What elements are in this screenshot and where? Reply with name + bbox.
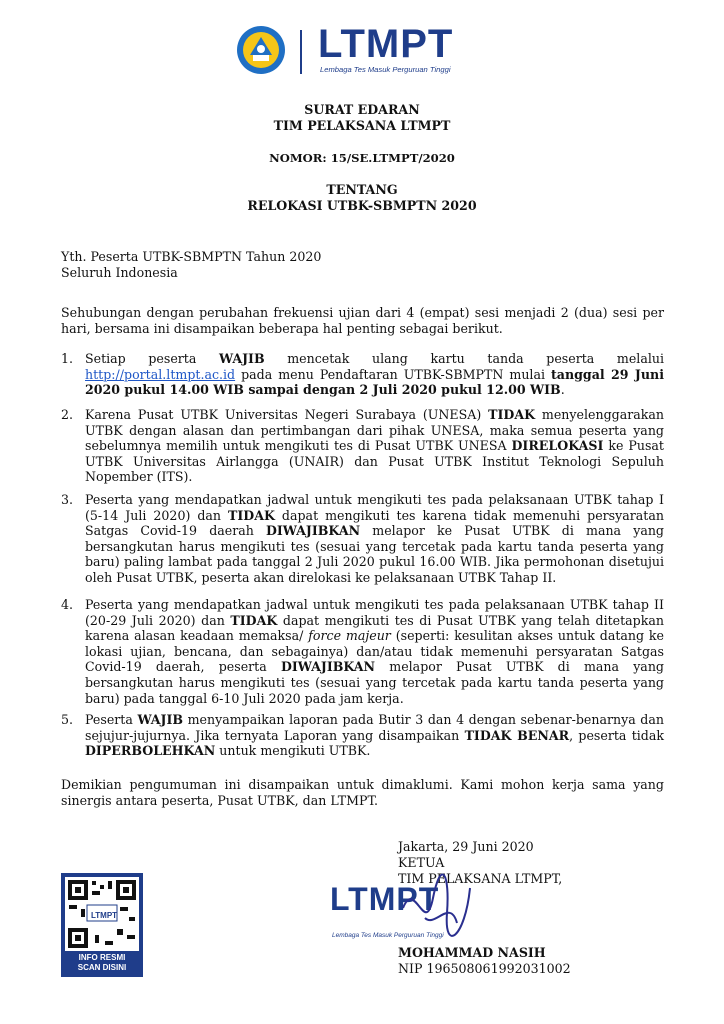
ltmpt-logo-text: LTMPT <box>318 22 454 66</box>
logo-divider <box>300 30 302 74</box>
qr-caption-line1: INFO RESMI <box>78 953 126 962</box>
list-text: Karena Pusat UTBK Universitas Negeri Surabaya (UNESA) TIDAK menyelenggarakan UTBK dengan alasan dan pertimbangan dari pihak UNESA, maka semua peserta yang sebelumnya memilih untuk mengikuti tes di Pusat UTBK UNESA DIRELOKASI ke Pusat UTBK Universitas Airlangga (UNAIR) dan Pusat UTBK Institut Teknologi Sepuluh Nopember (ITS). <box>85 407 664 485</box>
qr-logo-text: LTMPT <box>91 911 118 920</box>
list-number: 4. <box>61 597 74 612</box>
doc-title-line1: SURAT EDARAN <box>304 102 420 117</box>
list-text: Peserta yang mendapatkan jadwal untuk mengikuti tes pada pelaksanaan UTBK tahap I (5-14 Juli 2020) dan TIDAK dapat mengikuti tes karena tidak memenuhi persyaratan Satgas Covid-19 daerah DIWAJIBKAN melapor ke Pusat UTBK di mana yang bersangkutan harus mengikuti tes (sesuai yang tercetak pada kartu tanda peserta yang baru) paling lambat pada tanggal 2 Juli 2020 pukul 16.00 WIB. Jika permohonan disetujui oleh Pusat UTBK, peserta akan direlokasi ke pelaksanaan UTBK Tahap II. <box>85 492 664 585</box>
portal-link[interactable]: http://portal.ltmpt.ac.id <box>85 366 236 382</box>
recipient-line2: Seluruh Indonesia <box>61 265 178 280</box>
signatory-nip: NIP 196508061992031002 <box>398 961 571 976</box>
list-number: 1. <box>61 351 74 366</box>
signatory-name: MOHAMMAD NASIH <box>398 945 546 960</box>
doc-about-subject: RELOKASI UTBK-SBMPTN 2020 <box>247 198 477 213</box>
signature-org: TIM PELAKSANA LTMPT, <box>398 871 563 886</box>
list-number: 5. <box>61 712 74 727</box>
list-text: Peserta yang mendapatkan jadwal untuk mengikuti tes pada pelaksanaan UTBK tahap II (20-29 Juli 2020) dan TIDAK dapat mengikuti tes di Pusat UTBK yang telah ditetapkan karena alasan keadaan memaksa/ force majeur (seperti: kesulitan akses untuk datang ke lokasi ujian, bencana, dan sebagainya) dan/atau tidak memenuhi persyaratan Satgas Covid-19 daerah, peserta DIWAJIBKAN melapor Pusat UTBK di mana yang bersangkutan harus mengikuti tes (sesuai yang tercetak pada kartu tanda peserta yang baru) pada tanggal 6-10 Juli 2020 pada jam kerja. <box>85 597 665 706</box>
ltmpt-tagline: Lembaga Tes Masuk Perguruan Tinggi <box>320 65 451 74</box>
closing-paragraph: Demikian pengumuman ini disampaikan untuk dimaklumi. Kami mohon kerja sama yang sinergis antara peserta, Pusat UTBK, dan LTMPT. <box>61 777 664 808</box>
doc-title-line2: TIM PELAKSANA LTMPT <box>273 118 451 133</box>
signature-role: KETUA <box>398 855 445 870</box>
qr-caption-line2: SCAN DISINI <box>77 963 127 972</box>
ltmpt-stamp-tagline: Lembaga Tes Masuk Perguruan Tinggi <box>332 932 444 939</box>
handwritten-signature-icon <box>395 868 475 953</box>
recipient-line1: Yth. Peserta UTBK-SBMPTN Tahun 2020 <box>61 249 322 264</box>
list-text: Peserta WAJIB menyampaikan laporan pada Butir 3 dan 4 dengan sebenar-benarnya dan sejujur-jujurnya. Jika ternyata Laporan yang disampaikan TIDAK BENAR, peserta tidak DIPERBOLEHKAN untuk mengikuti UTBK. <box>85 712 664 759</box>
signature-place-date: Jakarta, 29 Juni 2020 <box>398 839 534 854</box>
intro-paragraph: Sehubungan dengan perubahan frekuensi ujian dari 4 (empat) sesi menjadi 2 (dua) sesi per hari, bersama ini disampaikan beberapa hal penting sebagai berikut. <box>61 305 664 336</box>
list-number: 2. <box>61 407 74 422</box>
tut-wuri-handayani-emblem-icon <box>236 25 286 75</box>
doc-number: NOMOR: 15/SE.LTMPT/2020 <box>269 151 455 165</box>
list-number: 3. <box>61 492 74 507</box>
doc-about-label: TENTANG <box>326 182 398 197</box>
qr-code-panel[interactable] <box>61 873 143 977</box>
ltmpt-stamp-logo: LTMPT <box>330 881 440 917</box>
list-text: Setiap peserta WAJIB mencetak ulang kartu tanda peserta melalui http://portal.ltmpt.ac.id pada menu Pendaftaran UTBK-SBMPTN mulai tanggal 29 Juni 2020 pukul 14.00 WIB sampai dengan 2 Juli 2020 pukul 12.00 WIB. <box>85 351 664 398</box>
